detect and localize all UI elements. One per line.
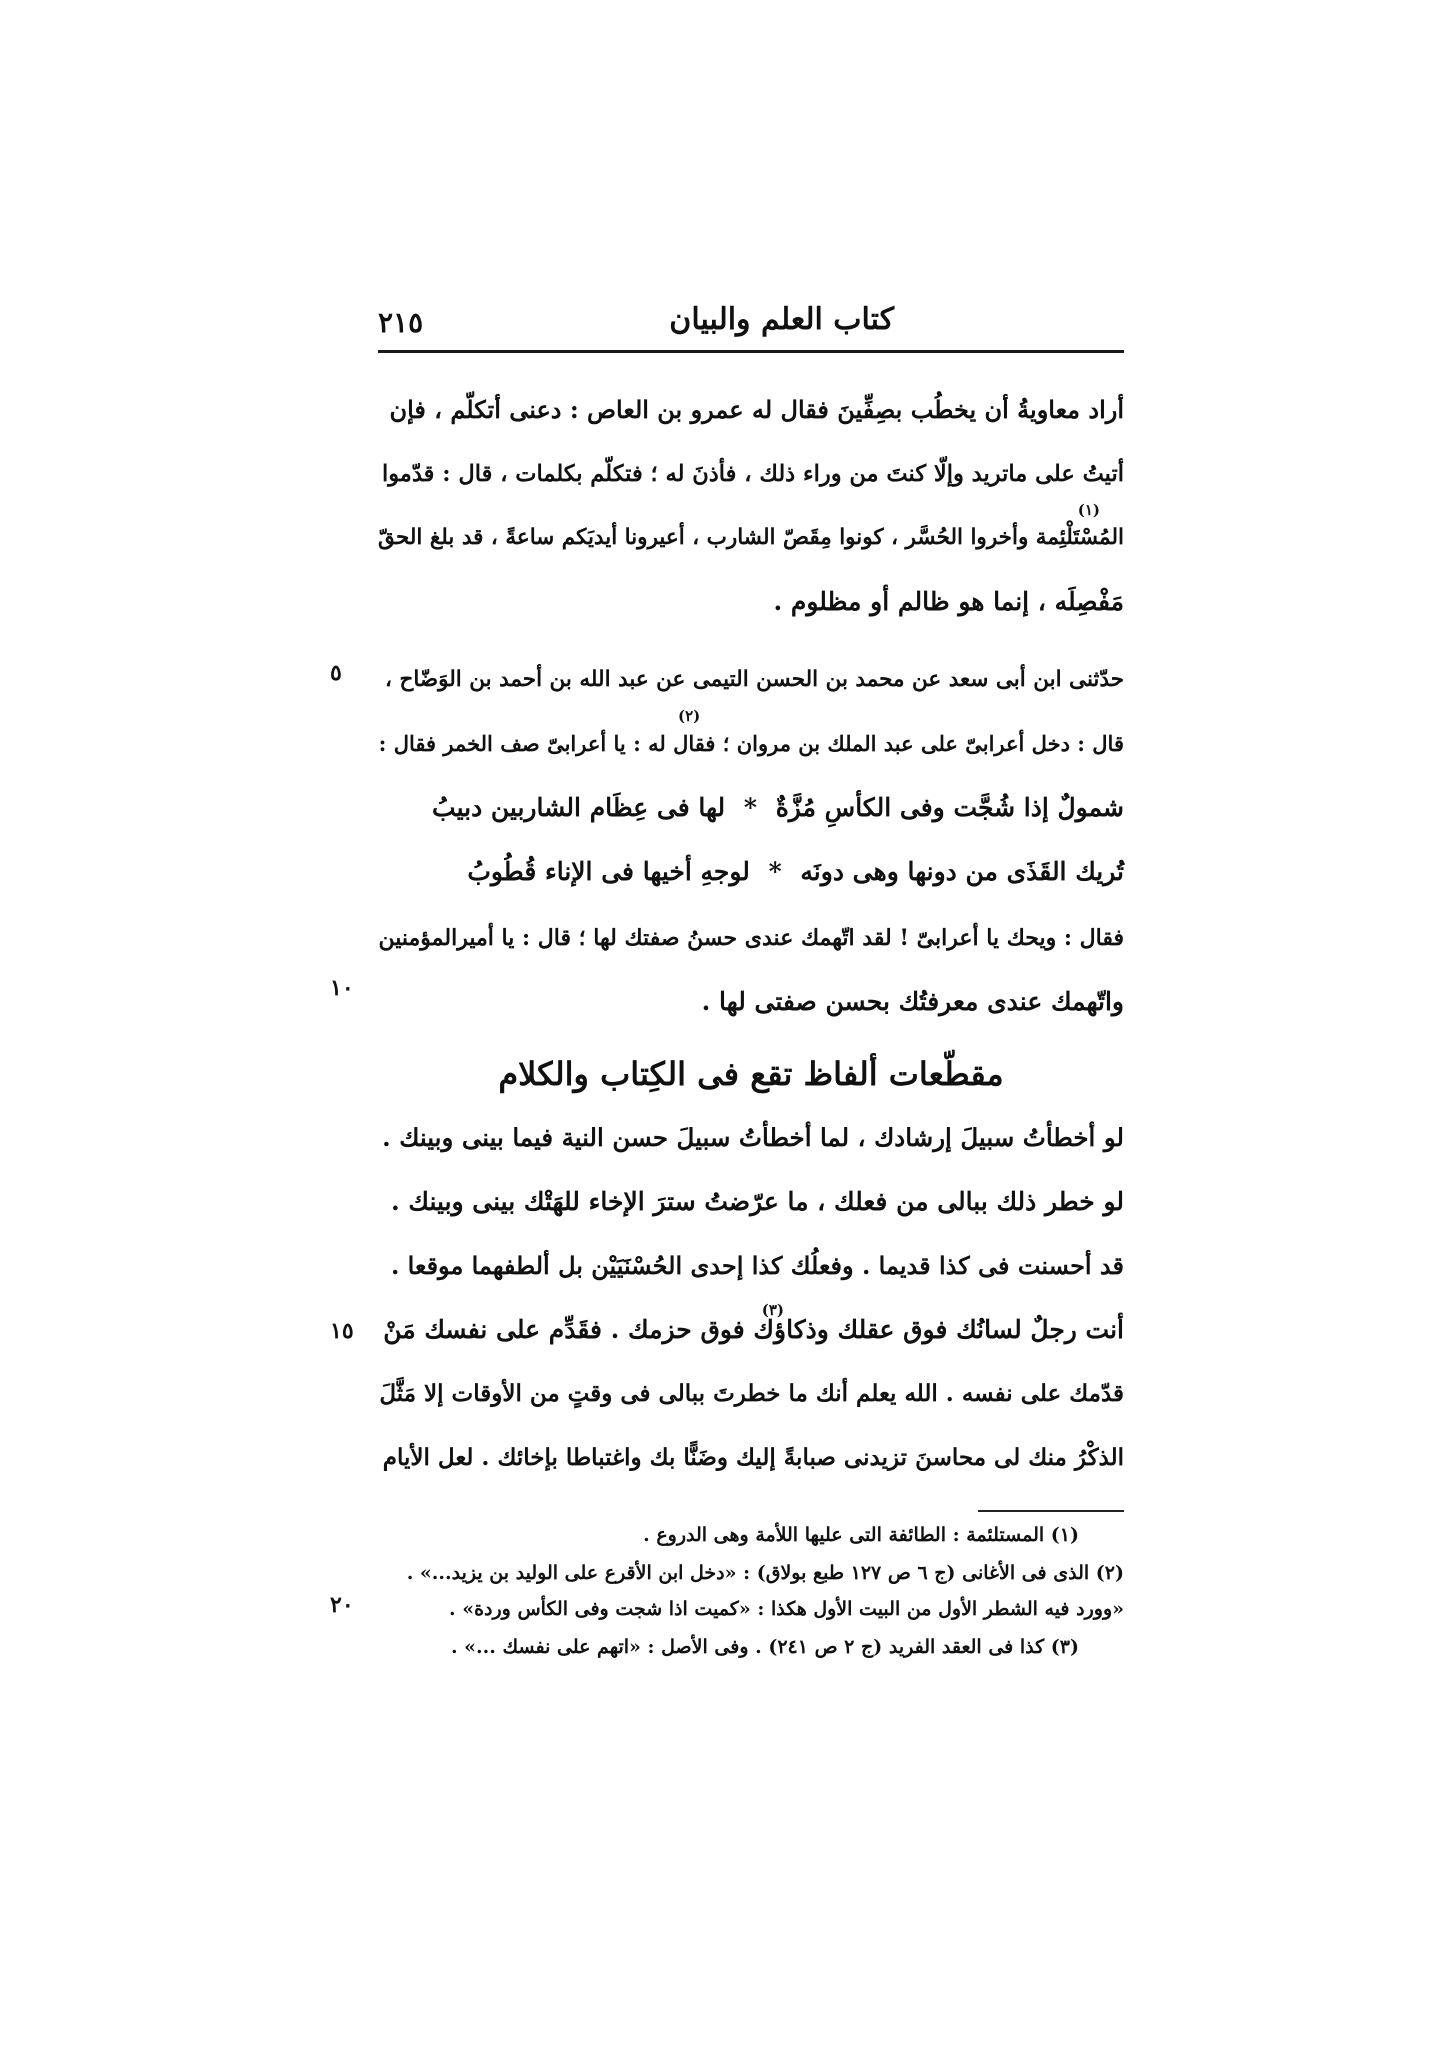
footnote-2-cont: «وورد فيه الشطر الأول من البيت الأول هكذا : «كميت اذا شجت وفى الكأس وردة» . [448,1598,1124,1620]
running-header [378,302,1124,348]
footnote-ref-1: (١) [1077,501,1100,519]
text-line: فقال : ويحك يا أعرابىّ ! لقد اتّهمك عندى حسنُ صفتك لها ؛ قال : يا أميرالمؤمنين [378,925,1124,951]
main-text [378,390,1124,950]
text-line: أراد معاويةُ أن يخطُب بصِفِّينَ فقال له عمرو بن العاص : دعنى أتكلّم ، فإن [389,395,1124,424]
text-line: حدّثنى ابن أبى سعد عن محمد بن الحسن التيمى عن عبد الله بن أحمد بن الوَضّاح ، [385,667,1124,692]
text-line: المُسْتَلْئِمة وأخروا الحُسَّر ، كونوا مِقَصّ الشارب ، أعيرونا أيديَكم ساعةً ، قد بلغ الحقّ [378,525,1124,550]
line-number: ١٥ [330,1318,354,1344]
section-heading: مقطّعات ألفاظ تقع فى الكِتاب والكلام [498,1055,1004,1093]
page-number: ٢١٥ [378,306,424,339]
verse-hemistich: شمولٌ إذا شُجَّت وفى الكأسِ مُزَّةٌ [775,793,1124,822]
book-title: كتاب العلم والبيان [669,302,894,337]
line-number: ٥ [330,660,342,686]
verse-line [432,788,1124,828]
footnote-ref-3: (٣) [761,1301,784,1319]
text-line: قال : دخل أعرابىّ على عبد الملك بن مروان ؛ فقال له : يا أعرابىّ صف الخمر فقال : [378,731,1124,756]
verse-separator: * [743,793,757,822]
text-line: لو خطر ذلك ببالى من فعلك ، ما عرّضتُ سترَ الإخاء للهَتْك بينى وبينك . [391,1187,1124,1216]
line-number: ١٠ [330,975,354,1001]
text-line: مَفْصِلَه ، إنما هو ظالم أو مظلوم . [773,587,1124,616]
text-line: الذكْرُ منك لى محاسنَ تزيدنى صبابةً إليك وضَنًّا بك واغتباطا بإخائك . لعل الأيام [382,1444,1124,1471]
footnote-ref-2: (٢) [678,707,701,725]
verse-hemistich: لها فى عِظَام الشاربين دبيبُ [432,793,726,822]
text-line: أتيتُ على ماتريد وإلّا كنتَ من وراء ذلك ، فأذنَ له ؛ فتكلّم بكلمات ، قال : قدّموا [381,461,1124,487]
text-line: واتّهمك عندى معرفتُك بحسن صفتى لها . [701,987,1124,1016]
verse-hemistich: تُريك القَذَى من دونها وهى دونَه [800,857,1124,886]
text-line: لو أخطأتُ سبيلَ إرشادك ، لما أخطأتُ سبيلَ حسن النية فيما بينى وبينك . [382,1123,1124,1152]
main-text-cont [378,918,1124,1028]
text-line: قدّمك على نفسه . الله يعلم أنك ما خطرتَ ببالى فى وقتٍ من الأوقات إلا مَثَّلَ [379,1380,1124,1407]
verse-separator: * [768,857,782,886]
section-text [378,1118,1124,1518]
verse-hemistich: لوجهِ أخيها فى الإناء قُطُوبُ [467,857,750,886]
verse-line [467,852,1124,892]
footnote-2: (٢) الذى فى الأغانى (ج ٦ ص ١٢٧ طبع بولاق) : «دخل ابن الأقرع على الوليد بن يزيد...» . [406,1562,1124,1584]
text-line: قد أحسنت فى كذا قديما . وفعلُك كذا إحدى الحُسْنَيَيْن بل ألطفهما موقعا . [390,1251,1124,1280]
line-number: ٢٠ [330,1592,354,1618]
footnote-rule [978,1510,1124,1512]
text-line: أنت رجلٌ لسانُك فوق عقلك وذكاؤك فوق حزمك . فقَدِّم على نفسك مَنْ [383,1315,1124,1344]
footnote-1: (١) المستلئمة : الطائفة التى عليها اللأمة وهى الدروع . [643,1524,1079,1546]
header-rule [378,350,1124,353]
footnote-3: (٣) كذا فى العقد الفريد (ج ٢ ص ٢٤١) . وفى الأصل : «اتهم على نفسك ...» . [450,1636,1079,1658]
